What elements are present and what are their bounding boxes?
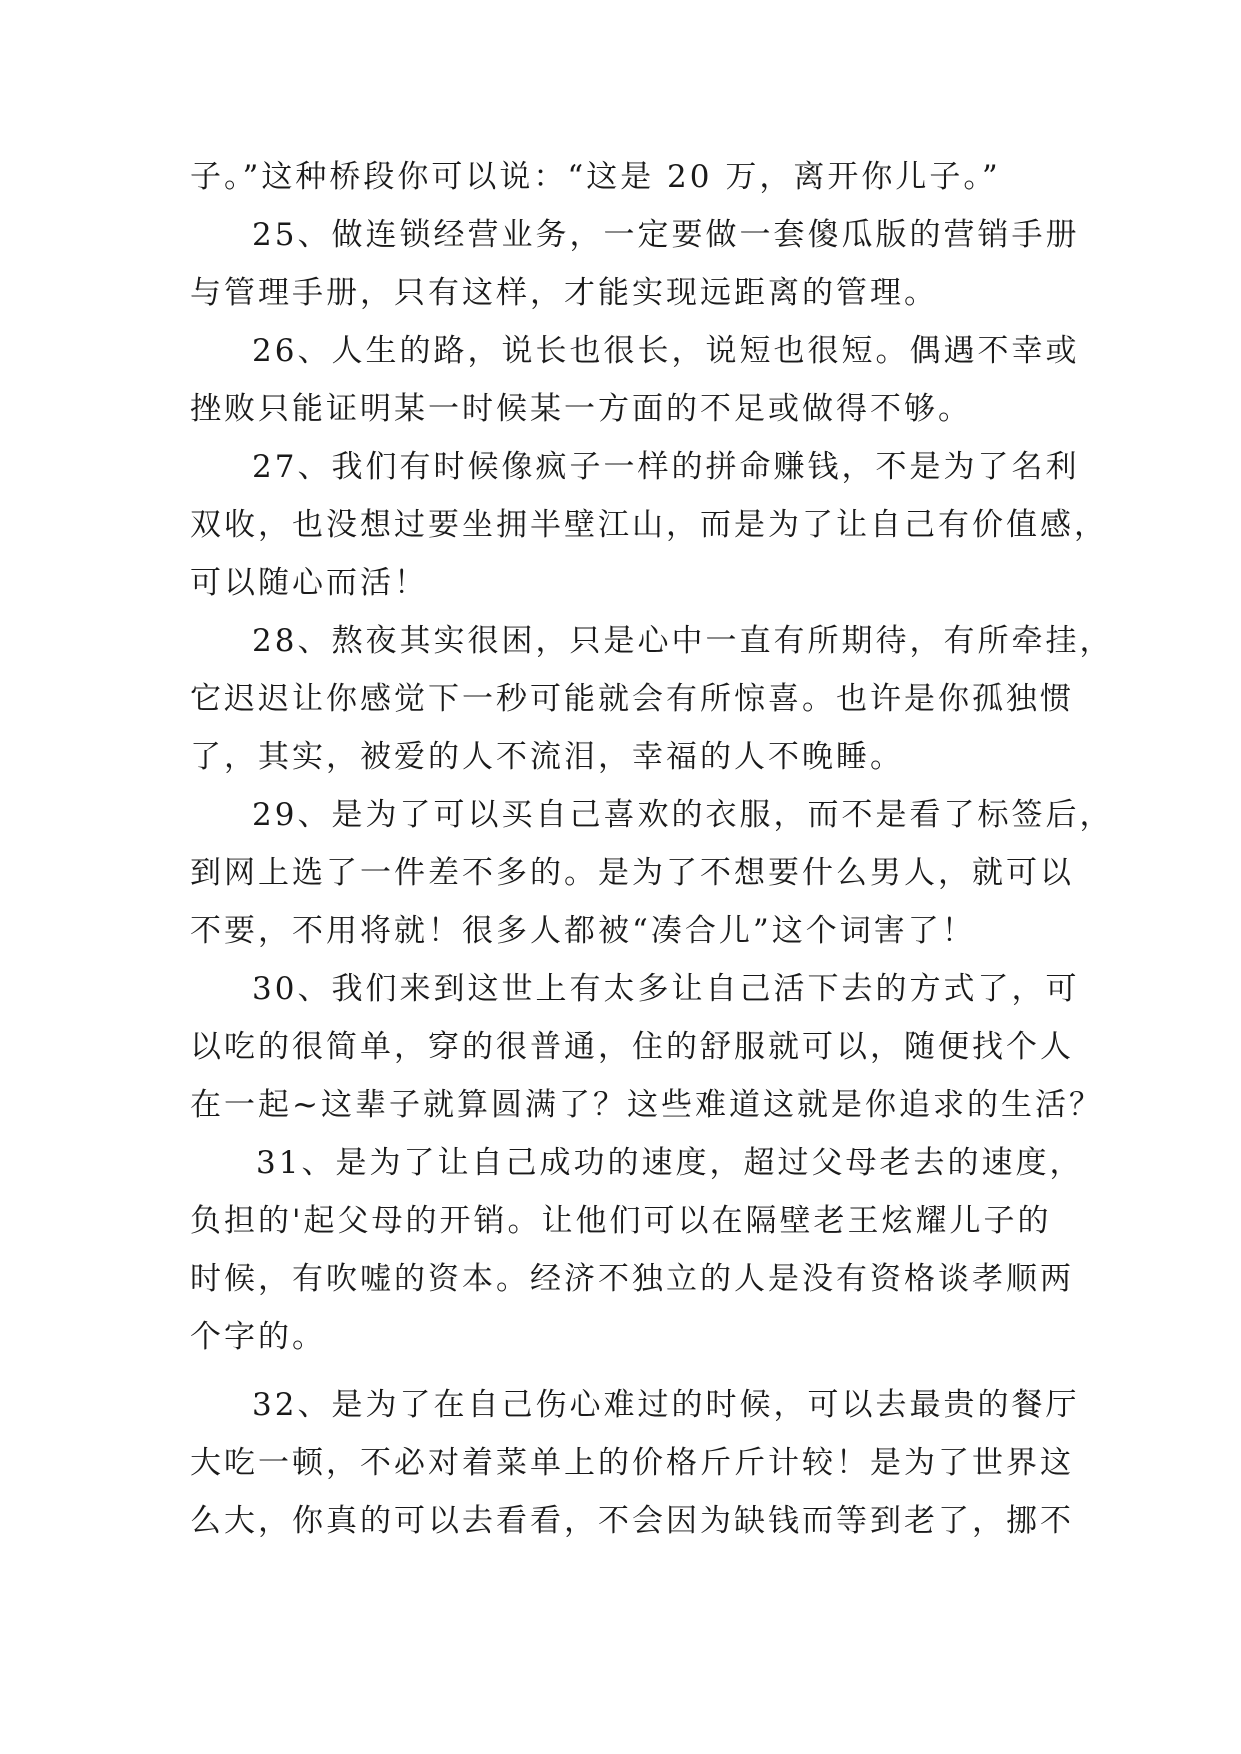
paragraph-32-line-1: 32、是为了在自己伤心难过的时候，可以去最贵的餐厅 [252, 1387, 1080, 1423]
paragraph-25-line-2: 与管理手册，只有这样，才能实现远距离的管理。 [190, 275, 938, 311]
paragraph-32-line-3: 么大，你真的可以去看看，不会因为缺钱而等到老了，挪不 [190, 1503, 1074, 1539]
paragraph-30-line-3: 在一起~这辈子就算圆满了？这些难道这就是你追求的生活？ [190, 1087, 1103, 1123]
paragraph-27-line-1: 27、我们有时候像疯子一样的拼命赚钱，不是为了名利 [252, 449, 1080, 485]
paragraph-29-line-2: 到网上选了一件差不多的。是为了不想要什么男人，就可以 [190, 855, 1074, 891]
paragraph-28-line-2: 它迟迟让你感觉下一秒可能就会有所惊喜。也许是你孤独惯 [190, 681, 1074, 717]
paragraph-30-line-1: 30、我们来到这世上有太多让自己活下去的方式了，可 [252, 971, 1080, 1007]
paragraph-31-line-4: 个字的。 [190, 1319, 326, 1355]
paragraph-28-line-1: 28、熬夜其实很困，只是心中一直有所期待，有所牵挂， [252, 623, 1114, 659]
paragraph-31-line-3: 时候，有吹嘘的资本。经济不独立的人是没有资格谈孝顺两 [190, 1261, 1074, 1297]
paragraph-27-line-2: 双收，也没想过要坐拥半壁江山，而是为了让自己有价值感， [190, 507, 1108, 543]
paragraph-32-line-2: 大吃一顿，不必对着菜单上的价格斤斤计较！是为了世界这 [190, 1445, 1074, 1481]
text-line: 子。”这种桥段你可以说：“这是 20 万，离开你儿子。” [190, 159, 1001, 195]
paragraph-31-line-1: 31、是为了让自己成功的速度，超过父母老去的速度， [256, 1145, 1084, 1181]
paragraph-28-line-3: 了，其实，被爱的人不流泪，幸福的人不晚睡。 [190, 739, 904, 775]
paragraph-31-line-2: 负担的'起父母的开销。让他们可以在隔壁老王炫耀儿子的 [190, 1203, 1052, 1239]
paragraph-26-line-2: 挫败只能证明某一时候某一方面的不足或做得不够。 [190, 391, 972, 427]
document-body [190, 148, 1114, 1550]
paragraph-25-line-1: 25、做连锁经营业务，一定要做一套傻瓜版的营销手册 [252, 217, 1080, 253]
paragraph-29-line-3: 不要，不用将就！很多人都被“凑合儿”这个词害了！ [190, 913, 976, 949]
paragraph-29-line-1: 29、是为了可以买自己喜欢的衣服，而不是看了标签后， [252, 797, 1114, 833]
paragraph-27-line-3: 可以随心而活！ [190, 565, 428, 601]
paragraph-26-line-1: 26、人生的路，说长也很长，说短也很短。偶遇不幸或 [252, 333, 1080, 369]
paragraph-30-line-2: 以吃的很简单，穿的很普通，住的舒服就可以，随便找个人 [190, 1029, 1074, 1065]
